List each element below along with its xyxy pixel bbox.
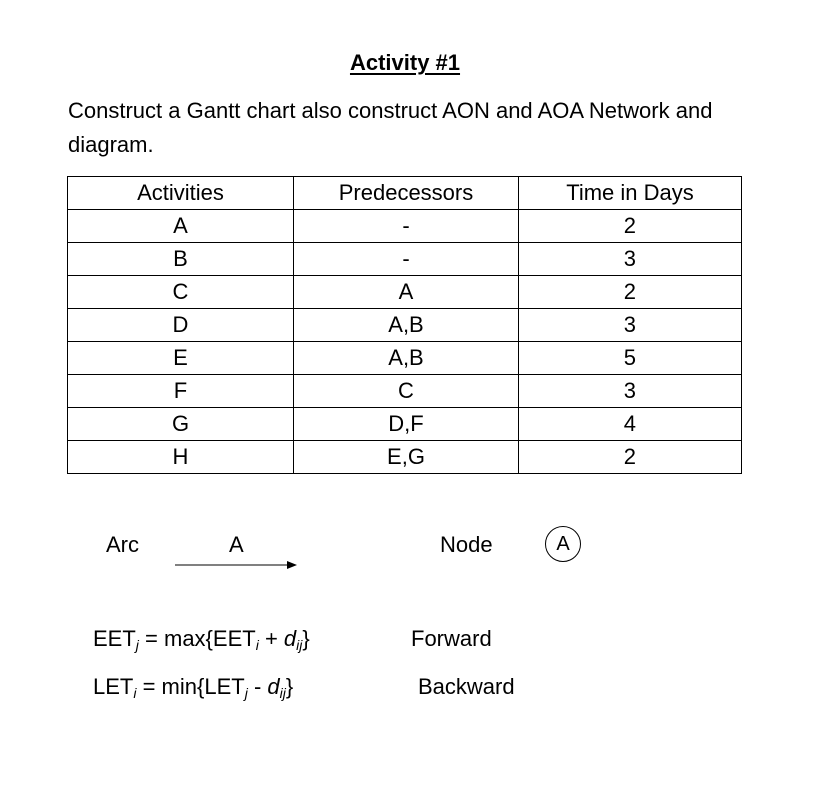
cell-time: 3 — [519, 375, 742, 408]
formula-operator: + — [258, 626, 284, 651]
node-letter: A — [556, 532, 570, 555]
table-row — [68, 408, 742, 441]
node-circle-icon — [545, 526, 581, 562]
formula-duration: d — [267, 674, 280, 699]
backward-label: Backward — [418, 674, 515, 699]
instruction-text: Construct a Gantt chart also construct AON and AOA Network and diagram. — [68, 98, 713, 157]
cell-predecessors: A,B — [294, 309, 519, 342]
formula-term: EET — [93, 626, 136, 651]
forward-formula — [93, 625, 310, 653]
cell-activity: A — [68, 210, 294, 243]
formula-operator: - — [247, 674, 268, 699]
formula-term: = min{LET — [136, 674, 245, 699]
table-row — [68, 210, 742, 243]
cell-time: 2 — [519, 441, 742, 474]
activity-table — [67, 176, 742, 474]
arc-label: Arc — [106, 532, 139, 557]
cell-time: 5 — [519, 342, 742, 375]
header-activities: Activities — [68, 177, 294, 210]
cell-predecessors: - — [294, 243, 519, 276]
table-row — [68, 342, 742, 375]
cell-activity: F — [68, 375, 294, 408]
page-title: Activity #1 — [349, 50, 461, 75]
cell-predecessors: A — [294, 276, 519, 309]
formula-duration: d — [283, 626, 297, 651]
header-predecessors: Predecessors — [294, 177, 519, 210]
cell-activity: C — [68, 276, 294, 309]
formula-subscript: j — [135, 637, 139, 653]
cell-predecessors: - — [294, 210, 519, 243]
arc-letter: A — [229, 532, 244, 557]
cell-predecessors: A,B — [294, 342, 519, 375]
formula-subscript: ij — [279, 685, 286, 701]
cell-time: 2 — [519, 210, 742, 243]
formula-term: } — [285, 674, 294, 699]
forward-label: Forward — [411, 626, 492, 651]
cell-activity: H — [68, 441, 294, 474]
cell-time: 2 — [519, 276, 742, 309]
formula-subscript: i — [255, 637, 259, 653]
cell-activity: E — [68, 342, 294, 375]
table-row — [68, 375, 742, 408]
cell-predecessors: C — [294, 375, 519, 408]
cell-activity: B — [68, 243, 294, 276]
cell-time: 3 — [519, 243, 742, 276]
arc-arrow-icon — [175, 558, 297, 572]
formula-subscript: j — [244, 685, 248, 701]
cell-predecessors: D,F — [294, 408, 519, 441]
cell-activity: G — [68, 408, 294, 441]
node-label: Node — [440, 532, 493, 557]
table-row — [68, 276, 742, 309]
backward-formula — [93, 673, 293, 701]
formula-subscript: i — [133, 685, 137, 701]
table-row — [68, 441, 742, 474]
table-row — [68, 243, 742, 276]
cell-time: 4 — [519, 408, 742, 441]
formula-subscript: ij — [296, 637, 303, 653]
formula-term: } — [302, 626, 310, 651]
table-header-row — [68, 177, 742, 210]
cell-time: 3 — [519, 309, 742, 342]
formula-term: LET — [93, 674, 134, 699]
table-row — [68, 309, 742, 342]
header-time-in-days: Time in Days — [519, 177, 742, 210]
cell-predecessors: E,G — [294, 441, 519, 474]
cell-activity: D — [68, 309, 294, 342]
formula-term: = max{EET — [138, 626, 256, 651]
